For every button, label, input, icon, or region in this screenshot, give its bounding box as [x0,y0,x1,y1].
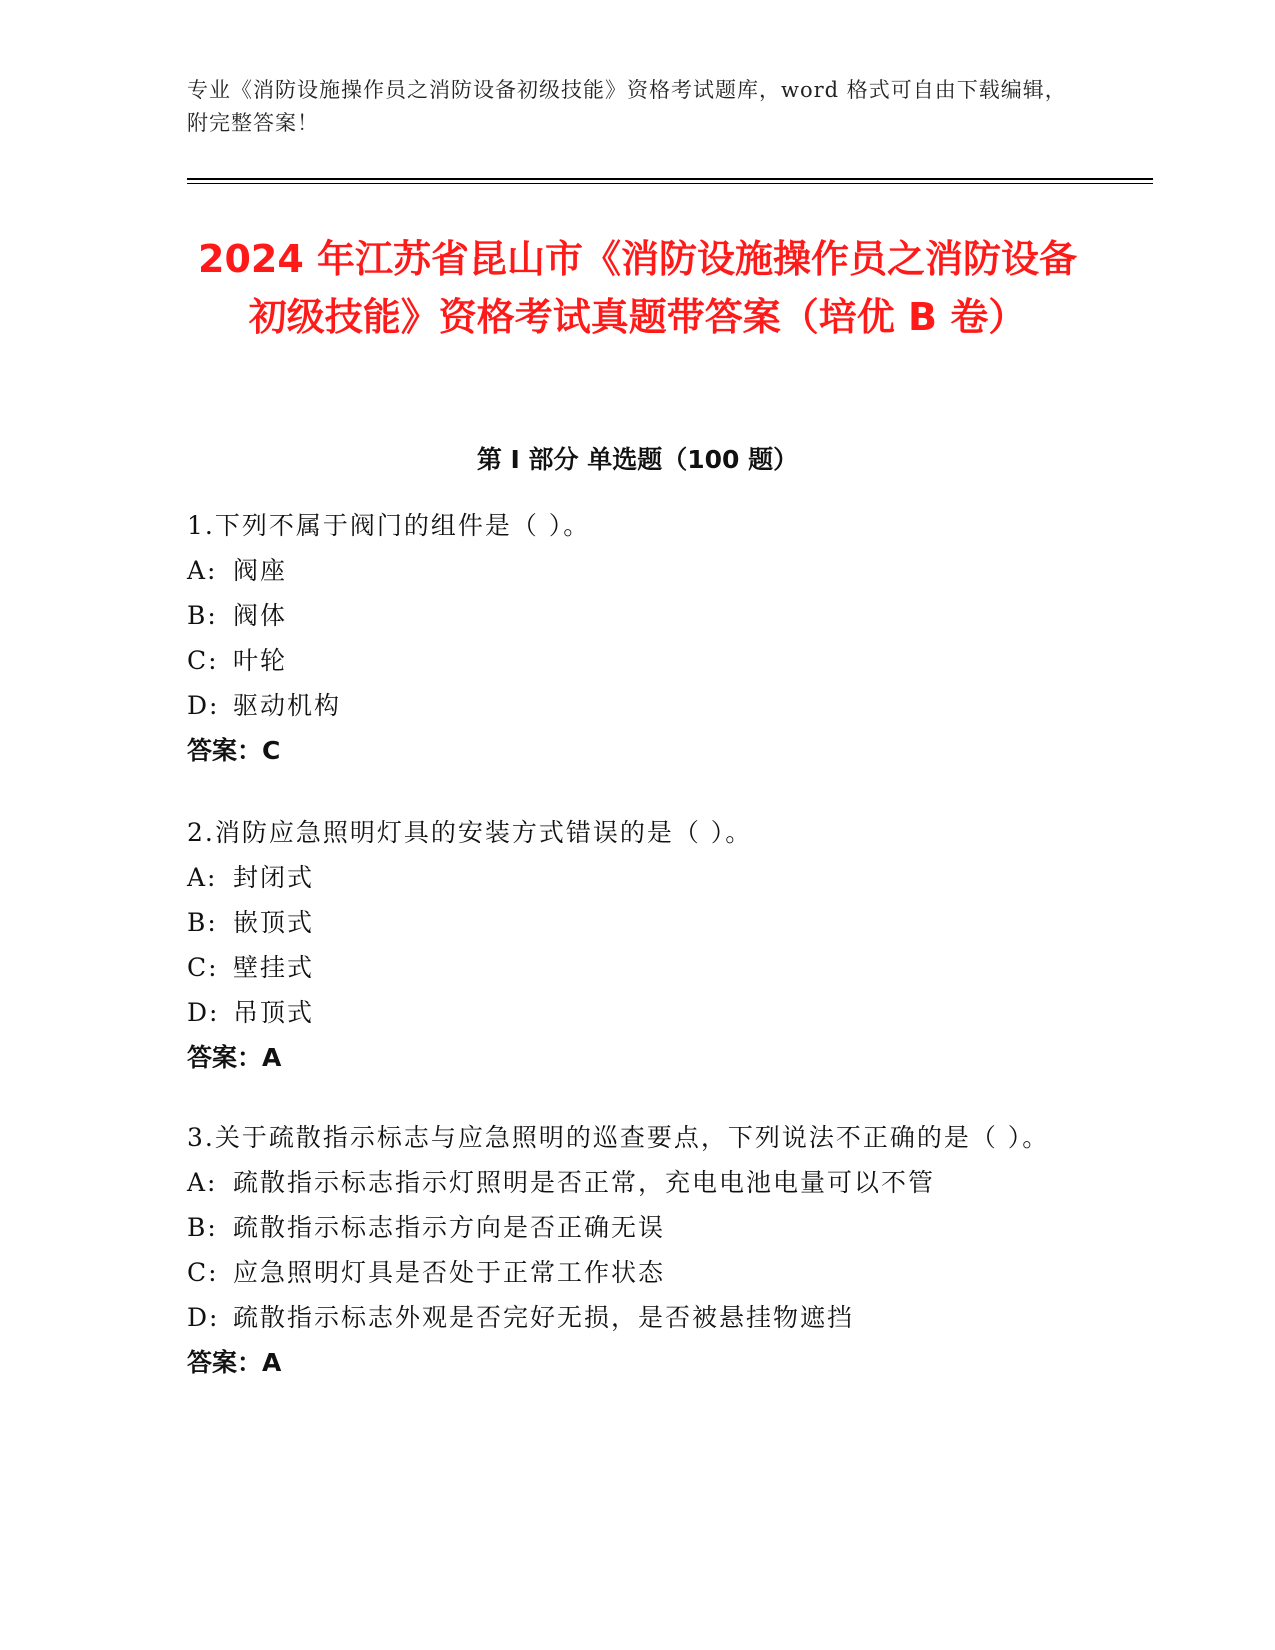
option-a [187,1160,1067,1205]
question-2 [187,810,1067,1080]
question-1 [187,503,1067,773]
option-a [187,855,1067,900]
option-key: D: [187,998,220,1027]
option-key: A: [187,556,218,585]
option-text: 疏散指示标志外观是否完好无损，是否被悬挂物遮挡 [233,1303,855,1332]
document-title: 2024 年江苏省昆山市《消防设施操作员之消防设备初级技能》资格考试真题带答案（培优 B 卷） [198,237,1077,339]
question-stem: 3.关于疏散指示标志与应急照明的巡查要点，下列说法不正确的是（ ）。 [187,1123,1050,1152]
option-key: B: [187,1213,218,1242]
option-text: 嵌顶式 [233,908,315,937]
option-text: 封闭式 [233,863,315,892]
answer-line: 答案：C [187,736,281,765]
answer-line: 答案：A [187,1043,282,1072]
option-c [187,1250,1067,1295]
header-divider-thick [187,178,1153,180]
option-text: 疏散指示标志指示方向是否正确无误 [233,1213,666,1242]
option-key: B: [187,601,218,630]
option-key: C: [187,1258,219,1287]
option-key: D: [187,1303,220,1332]
option-text: 叶轮 [233,646,288,675]
option-c [187,945,1067,990]
option-b [187,593,1067,638]
question-stem: 1.下列不属于阀门的组件是（ ）。 [187,511,591,540]
option-key: A: [187,1168,218,1197]
option-key: C: [187,953,219,982]
option-text: 吊顶式 [233,998,315,1027]
option-text: 阀体 [233,601,288,630]
option-text: 疏散指示标志指示灯照明是否正常，充电电池电量可以不管 [233,1168,936,1197]
option-a [187,548,1067,593]
option-key: C: [187,646,219,675]
option-c [187,638,1067,683]
option-text: 阀座 [233,556,288,585]
option-key: D: [187,691,220,720]
question-stem: 2.消防应急照明灯具的安装方式错误的是（ ）。 [187,818,753,847]
answer-line: 答案：A [187,1348,282,1377]
option-key: B: [187,908,218,937]
option-key: A: [187,863,218,892]
option-text: 应急照明灯具是否处于正常工作状态 [233,1258,666,1287]
option-d [187,1295,1067,1340]
header-divider-thin [187,183,1153,184]
question-3 [187,1115,1067,1385]
header-note: 专业《消防设施操作员之消防设备初级技能》资格考试题库，word 格式可自由下载编辑，附完整答案！ [187,78,1067,135]
option-b [187,900,1067,945]
option-d [187,683,1067,728]
option-text: 驱动机构 [233,691,342,720]
option-b [187,1205,1067,1250]
option-text: 壁挂式 [233,953,315,982]
section-heading: 第 I 部分 单选题（100 题） [476,445,799,474]
option-d [187,990,1067,1035]
